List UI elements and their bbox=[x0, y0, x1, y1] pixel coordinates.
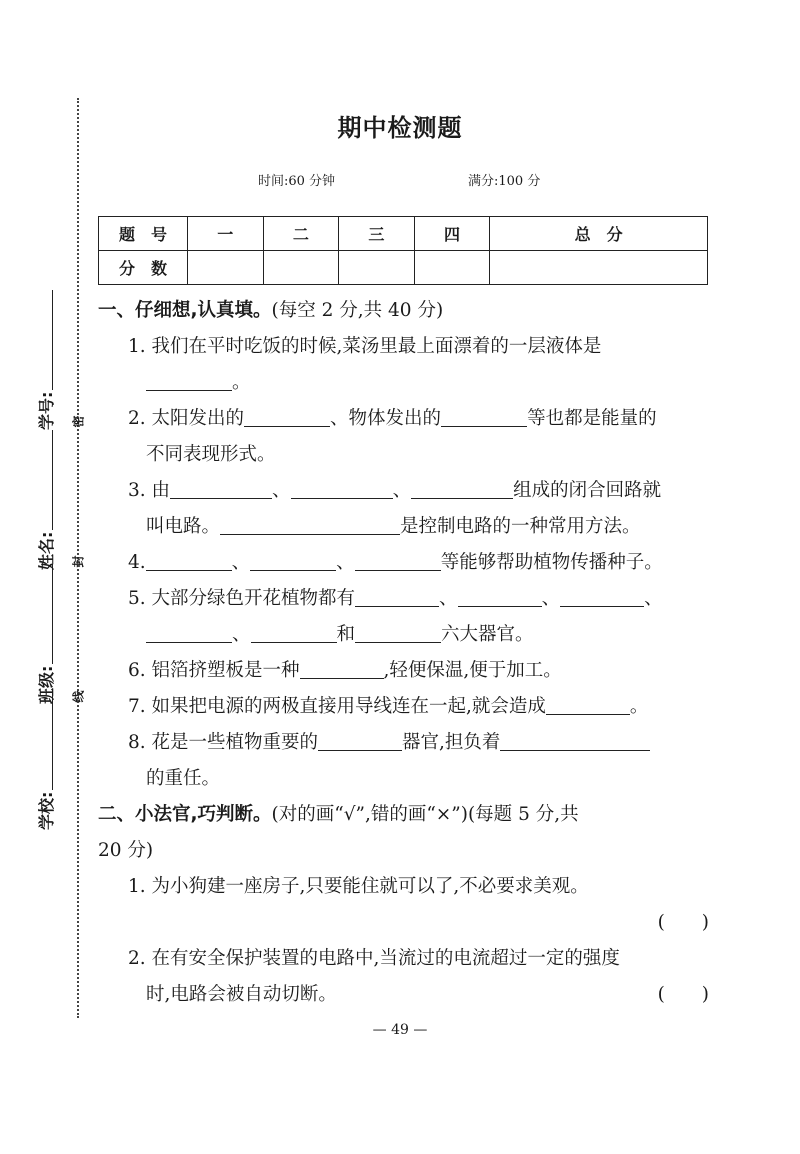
seal-mark-mi: 密 bbox=[71, 415, 86, 428]
page-title: 期中检测题 bbox=[337, 114, 463, 142]
answer-blank[interactable] bbox=[170, 476, 272, 499]
answer-blank[interactable] bbox=[300, 656, 384, 679]
question-8-cont bbox=[98, 761, 713, 797]
answer-blank[interactable] bbox=[318, 728, 402, 751]
answer-blank[interactable] bbox=[355, 548, 441, 571]
seal-mark-feng: 封 bbox=[71, 555, 86, 568]
question-1 bbox=[98, 329, 713, 365]
separator: 、 bbox=[644, 588, 663, 609]
q1-text: 1. 我们在平时吃饭的时候,菜汤里最上面漂着的一层液体是 bbox=[128, 336, 602, 357]
answer-blank[interactable] bbox=[560, 584, 644, 607]
q4-text: 4. bbox=[128, 552, 146, 573]
student-id-label: 学号: bbox=[37, 391, 56, 430]
q8-text: 器官,担负着 bbox=[402, 732, 501, 753]
q3-text: 是控制电路的一种常用方法。 bbox=[400, 516, 641, 537]
header-cell: 一 bbox=[188, 217, 264, 251]
name-blank[interactable] bbox=[38, 430, 53, 530]
q8-text: 8. 花是一些植物重要的 bbox=[128, 732, 319, 753]
answer-blank[interactable] bbox=[146, 620, 232, 643]
q2-text: 不同表现形式。 bbox=[146, 444, 276, 465]
separator: 、 bbox=[272, 480, 291, 501]
score-table bbox=[98, 216, 708, 285]
q3-text: 叫电路。 bbox=[146, 516, 221, 537]
section2-note: 20 分) bbox=[98, 840, 154, 861]
judge-q2-text: 时,电路会被自动切断。 bbox=[146, 984, 337, 1005]
section2-note: (对的画“√”,错的画“×”)(每题 5 分,共 bbox=[271, 804, 579, 825]
q5-text: 5. 大部分绿色开花植物都有 bbox=[128, 588, 356, 609]
q2-text: 、物体发出的 bbox=[330, 408, 442, 429]
exam-content bbox=[98, 293, 713, 1013]
separator: 、 bbox=[541, 588, 561, 609]
separator: 、 bbox=[336, 552, 355, 573]
judge-question-2-cont bbox=[98, 977, 713, 1013]
header-cell: 题 号 bbox=[99, 217, 188, 251]
answer-blank[interactable] bbox=[441, 404, 527, 427]
question-3-cont bbox=[98, 509, 713, 545]
question-6 bbox=[98, 653, 713, 689]
school-blank[interactable] bbox=[38, 690, 53, 790]
question-8 bbox=[98, 725, 713, 761]
q4-text: 等能够帮助植物传播种子。 bbox=[440, 552, 663, 573]
answer-blank[interactable] bbox=[458, 584, 542, 607]
name-label: 姓名: bbox=[37, 531, 56, 570]
header-cell: 三 bbox=[339, 217, 415, 251]
separator: 、 bbox=[231, 552, 251, 573]
q3-text: 组成的闭合回路就 bbox=[513, 480, 662, 501]
class-blank[interactable] bbox=[38, 564, 53, 664]
q6-text: ,轻便保温,便于加工。 bbox=[383, 660, 562, 681]
question-4 bbox=[98, 545, 713, 581]
judge-q2-text: 2. 在有安全保护装置的电路中,当流过的电流超过一定的强度 bbox=[128, 948, 620, 969]
time-limit: 时间:60 分钟 bbox=[258, 174, 336, 189]
header-cell: 二 bbox=[263, 217, 339, 251]
score-cell[interactable] bbox=[339, 251, 415, 285]
answer-blank[interactable] bbox=[411, 476, 513, 499]
page-number: — 49 — bbox=[372, 1022, 428, 1038]
separator: 、 bbox=[439, 588, 458, 609]
answer-blank[interactable] bbox=[500, 728, 650, 751]
q3-text: 3. 由 bbox=[128, 480, 171, 501]
answer-blank[interactable] bbox=[251, 620, 337, 643]
q8-text: 的重任。 bbox=[146, 768, 221, 789]
score-cell[interactable] bbox=[188, 251, 264, 285]
answer-blank[interactable] bbox=[355, 584, 439, 607]
q7-end: 。 bbox=[629, 696, 649, 717]
student-id-blank[interactable] bbox=[38, 290, 53, 390]
section2-heading-cont bbox=[98, 833, 713, 869]
full-score: 满分:100 分 bbox=[468, 174, 541, 189]
score-table-header-row bbox=[99, 217, 708, 251]
question-3 bbox=[98, 473, 713, 509]
score-cell[interactable] bbox=[414, 251, 490, 285]
q2-text: 等也都是能量的 bbox=[527, 408, 657, 429]
question-5-cont bbox=[98, 617, 713, 653]
q5-text: 和 bbox=[336, 624, 356, 645]
judge-q1-text: 1. 为小狗建一座房子,只要能住就可以了,不必要求美观。 bbox=[128, 876, 589, 897]
q5-text: 六大器官。 bbox=[441, 624, 534, 645]
class-label: 班级: bbox=[37, 665, 56, 704]
answer-blank[interactable] bbox=[146, 548, 232, 571]
question-2-cont bbox=[98, 437, 713, 473]
score-cell[interactable] bbox=[490, 251, 708, 285]
section1-title: 一、仔细想,认真填。 bbox=[98, 300, 272, 321]
seal-mark-xian: 线 bbox=[71, 690, 86, 703]
answer-blank[interactable] bbox=[250, 548, 336, 571]
q2-text: 2. 太阳发出的 bbox=[128, 408, 245, 429]
question-7 bbox=[98, 689, 713, 725]
row-label: 分 数 bbox=[99, 251, 188, 285]
separator: 、 bbox=[392, 480, 412, 501]
header-cell: 四 bbox=[414, 217, 490, 251]
score-cell[interactable] bbox=[263, 251, 339, 285]
section2-heading bbox=[98, 797, 713, 833]
section1-heading bbox=[98, 293, 713, 329]
judge-q2-answer[interactable]: ( ) bbox=[657, 984, 709, 1005]
question-5 bbox=[98, 581, 713, 617]
school-label: 学校: bbox=[37, 791, 56, 830]
header-cell: 总 分 bbox=[490, 217, 708, 251]
answer-blank[interactable] bbox=[220, 512, 400, 535]
q1-end: 。 bbox=[232, 372, 251, 393]
answer-blank[interactable] bbox=[244, 404, 330, 427]
score-table-score-row bbox=[99, 251, 708, 285]
separator: 、 bbox=[232, 624, 251, 645]
judge-question-2 bbox=[98, 941, 713, 977]
section1-note: (每空 2 分,共 40 分) bbox=[271, 300, 444, 321]
answer-blank[interactable] bbox=[355, 620, 441, 643]
question-2 bbox=[98, 401, 713, 437]
answer-blank[interactable] bbox=[546, 692, 630, 715]
question-1-cont bbox=[98, 365, 713, 401]
q7-text: 7. 如果把电源的两极直接用导线连在一起,就会造成 bbox=[128, 696, 546, 717]
section2-title: 二、小法官,巧判断。 bbox=[98, 804, 272, 825]
q6-text: 6. 铝箔挤塑板是一种 bbox=[128, 660, 300, 681]
answer-blank[interactable] bbox=[291, 476, 393, 499]
judge-question-1 bbox=[98, 869, 713, 905]
answer-blank[interactable] bbox=[146, 368, 232, 391]
judge-q1-answer[interactable]: ( ) bbox=[657, 912, 709, 933]
